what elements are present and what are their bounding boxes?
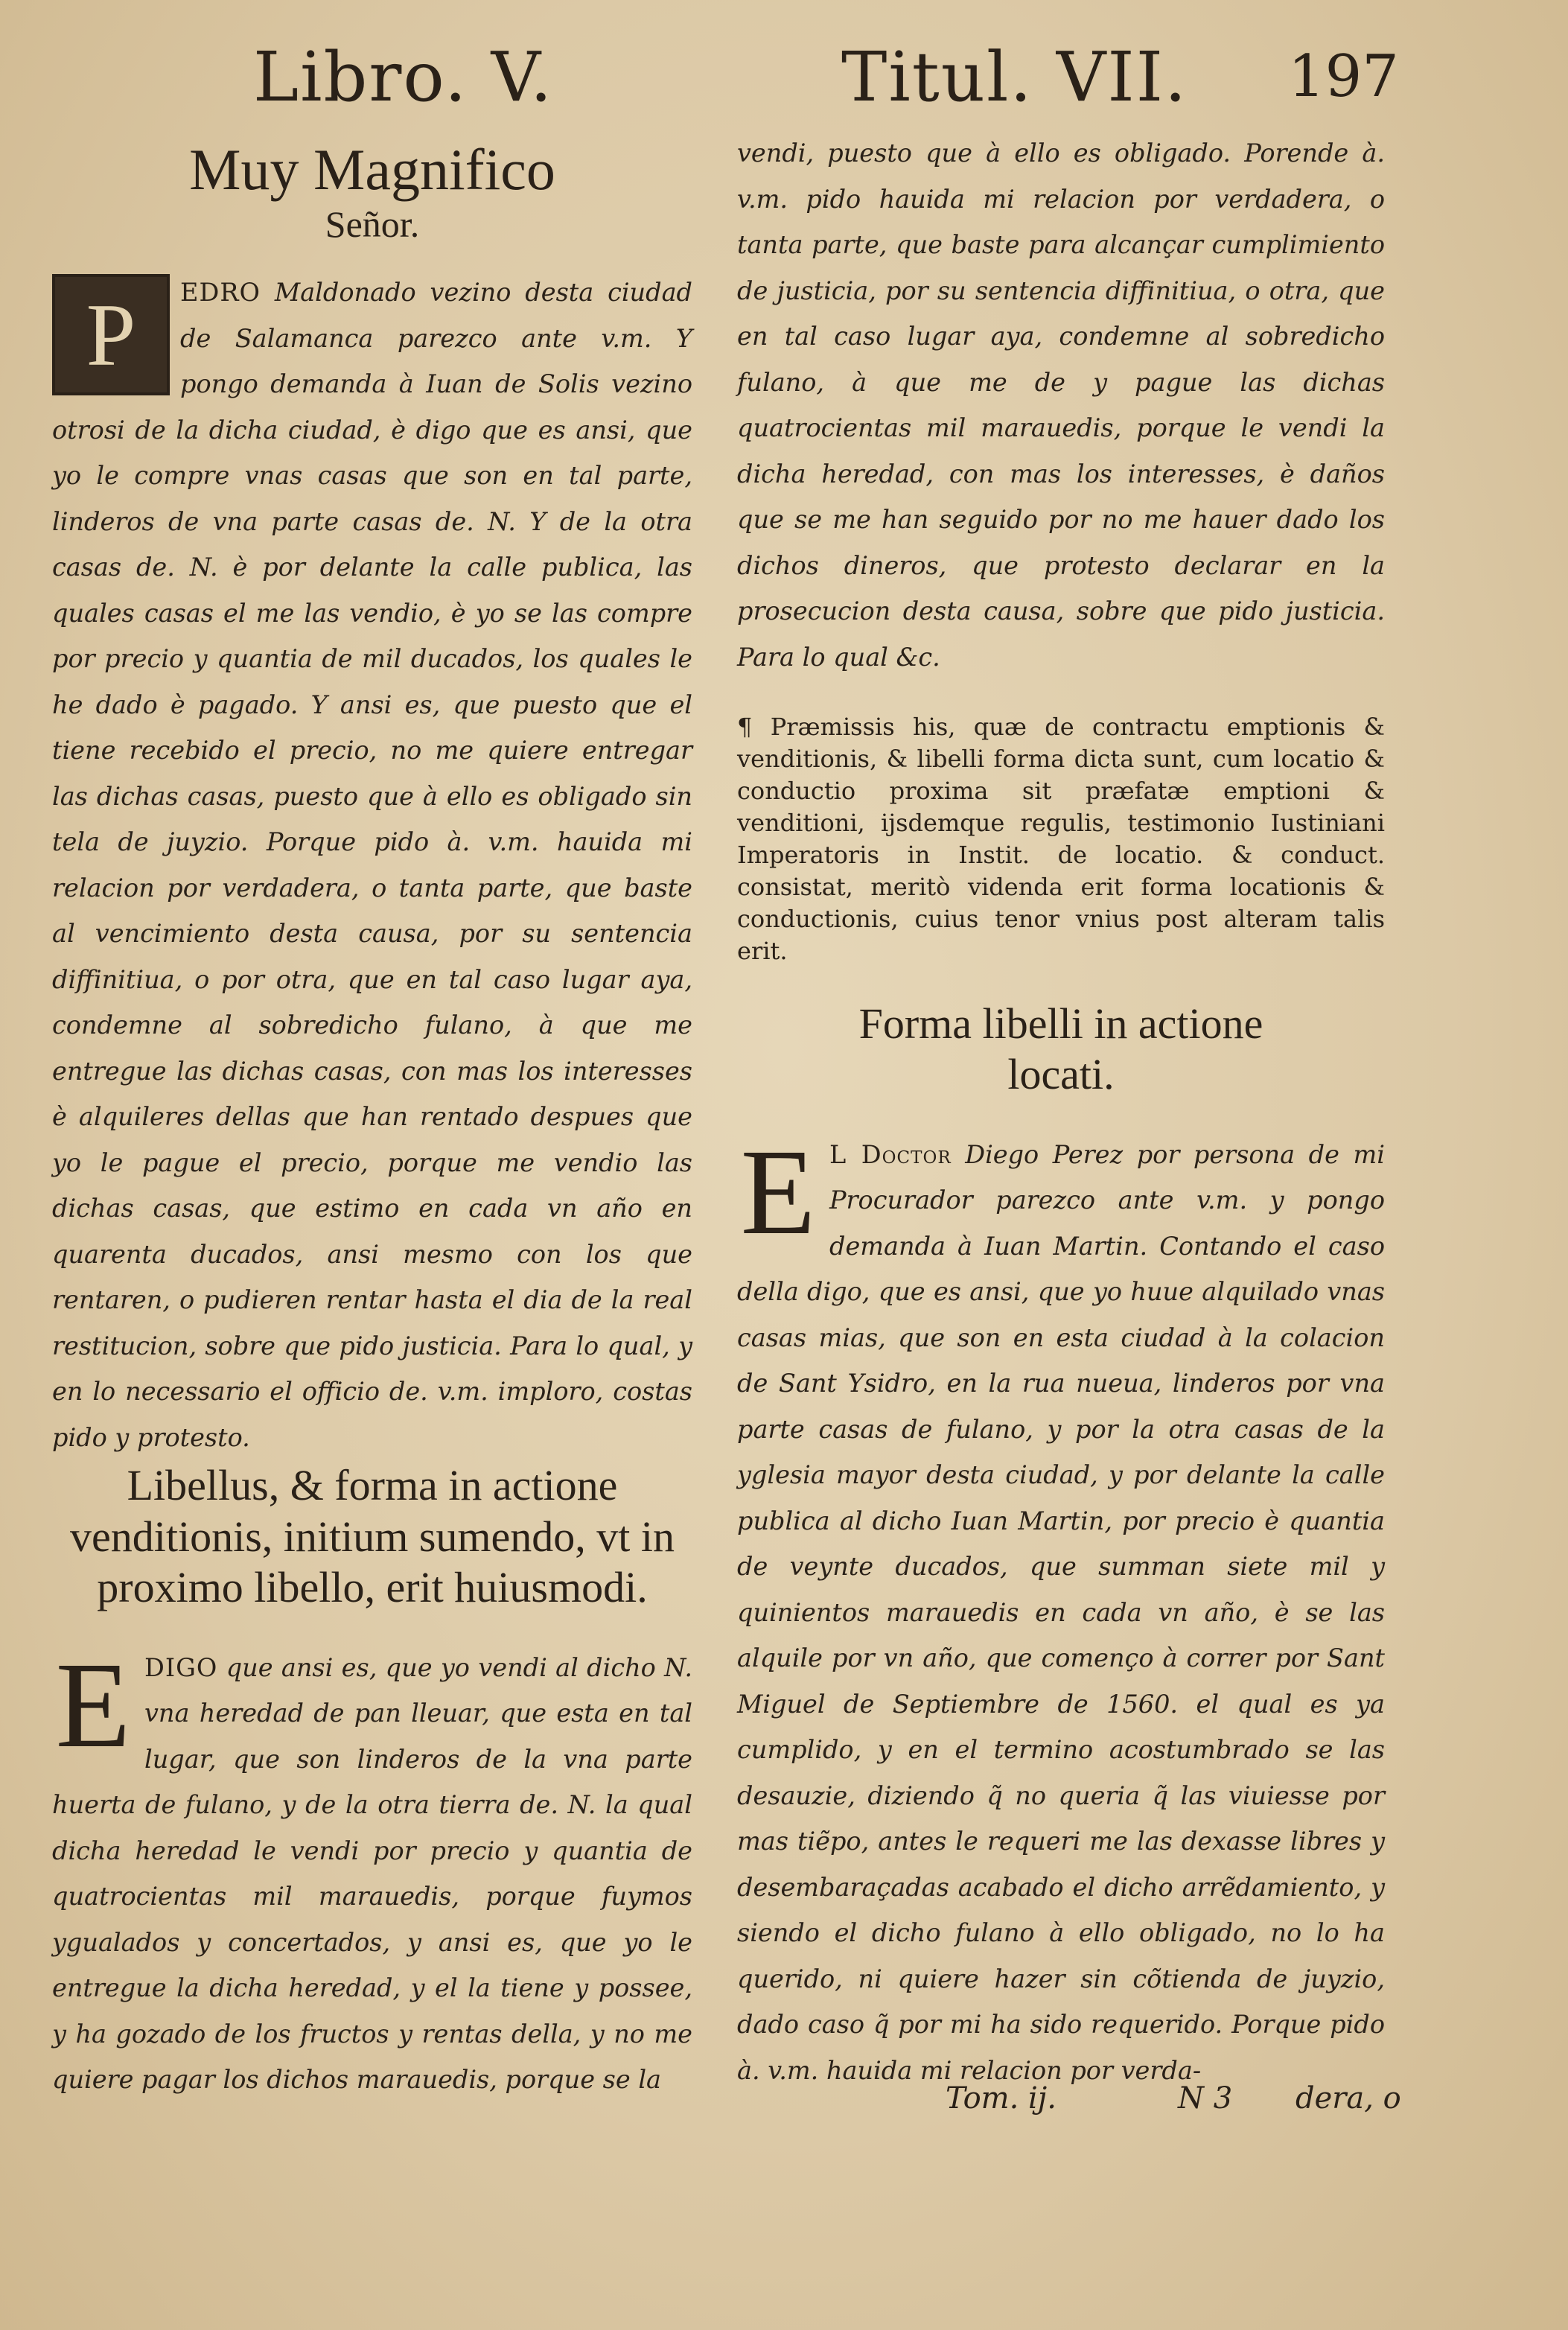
- section-heading-venditionis: Libellus, & forma in actione venditionis, initium sumendo, vt in proximo libello, erit huiusmodi.: [70, 1461, 675, 1612]
- section-heading-locati-2: locati.: [1007, 1050, 1115, 1099]
- page-number: 197: [1288, 43, 1399, 110]
- left-column: [52, 130, 692, 2186]
- address-subheading: Señor.: [325, 203, 420, 245]
- paragraph-text: vendi, puesto que à ello es obligado. Porende à. v.m. pido hauida mi relacion por verdadera, o tanta parte, que baste para alcançar cumplimiento de justicia, por su sentencia diffinitiua, o otra, que en tal caso lugar aya, condemne al sobredicho fulano, à que me de y pague las dichas quatrocientas mil marauedis, porque le vendi la dicha heredad, con mas los interesses, è daños que se me han seguido por no me hauer dado los dichos dineros, que protesto declarar en la prosecucion desta causa, sobre que pido justicia. Para lo qual &c.: [737, 139, 1385, 672]
- demand-paragraph-1: [52, 270, 692, 1460]
- demand-paragraph-2: [52, 1637, 693, 2103]
- paragraph-text: ¶ Præmissis his, quæ de contractu emptionis & venditionis, & libelli forma dicta sunt, cum locatio & conductio proxima sit præfatæ emptioni & venditioni, ijsdemque regulis, testimonio Iustiniani Imperatoris in Instit. de locatio. & conduct. consistat, meritò videnda erit forma locationis & conductionis, cuius tenor vnius post alteram talis erit.: [737, 713, 1385, 965]
- opening-word: L Doctor: [829, 1139, 952, 1169]
- right-column: [737, 130, 1385, 2186]
- demand-paragraph-4: [737, 1124, 1385, 2094]
- book-label: Libro. V.: [253, 37, 554, 117]
- drop-initial: E: [740, 1124, 816, 1261]
- latin-paragraph: [737, 711, 1385, 967]
- paragraph-text: Diego Perez por persona de mi Procurador parezco ante v.m. y pongo demanda à Iuan Martin. Contando el caso della digo, que es ansi, que yo huue alquilado vnas casas mias, que son en esta ciudad à la colacion de Sant Ysidro, en la rua nueua, linderos por vna parte casas de fulano, y por la otra casas de la yglesia mayor desta ciudad, y por delante la calle publica al dicho Iuan Martin, por precio è quantia de veynte ducados, que summan siete mil y quinientos marauedis en cada vn año, è se las alquile por vn año, que començo à correr por Sant Miguel de Septiembre de 1560. el qual es ya cumplido, y en el termino acostumbrado se las desauzie, diziendo q̃ no queria q̃ las viuiesse por mas tiẽpo, antes le requeri me las dexasse libres y desembaraçadas acabado el dicho arrẽdamiento, y siendo el dicho fulano à ello obligado, no lo ha querido, ni quiere hazer sin cõtienda de juyzio, dado caso q̃ por mi ha sido requerido. Porque pido à. v.m. hauida mi relacion por verda-: [737, 1139, 1385, 2085]
- address-heading: Muy Magnifico: [189, 137, 555, 202]
- opening-word: DIGO: [144, 1652, 218, 1682]
- paragraph-text: Maldonado vezino desta ciudad de Salamanca parezco ante v.m. Y pongo demanda à Iuan de Solis vezino otrosi de la dicha ciudad, è digo que es ansi, que yo le compre vnas casas que son en tal parte, linderos de vna parte casas de. N. Y de la otra casas de. N. è por delante la calle publica, las quales casas el me las vendio, è yo se las compre por precio y quantia de mil ducados, los quales le he dado è pagado. Y ansi es, que puesto que el tiene recebido el precio, no me quiere entregar las dichas casas, puesto que à ello es obligado sin tela de juyzio. Porque pido à. v.m. hauida mi relacion por verdadera, o tanta parte, que baste al vencimiento desta causa, por su sentencia diffinitiua, o por otra, que en tal caso lugar aya, condemne al sobredicho fulano, à que me entregue las dichas casas, con mas los interesses è alquileres dellas que han rentado despues que yo le pague el precio, porque me vendio las dichas casas, que estimo en cada vn año en quarenta ducados, ansi mesmo con los que rentaren, o pudieren rentar hasta el dia de la real restitucion, sobre que pido justicia. Para lo qual, y en lo necessario el officio de. v.m. imploro, costas pido y protesto.: [52, 278, 692, 1452]
- opening-word: EDRO: [180, 278, 261, 308]
- drop-initial: E: [55, 1637, 131, 1773]
- ornamental-initial: P: [52, 274, 170, 395]
- volume-mark: Tom. ij.: [946, 2081, 1057, 2116]
- demand-paragraph-3: [737, 130, 1385, 680]
- page-footer: [0, 2081, 1568, 2126]
- paragraph-text: que ansi es, que yo vendi al dicho N. vna heredad de pan lleuar, que esta en tal lugar, que son linderos de la vna parte huerta de fulano, y de la otra tierra de. N. la qual dicha heredad le vendi por precio y quantia de quatrocientas mil marauedis, porque fuymos ygualados y concertados, y ansi es, que yo le entregue la dicha heredad, y el la tiene y possee, y ha gozado de los fructos y rentas della, y no me quiere pagar los dichos marauedis, porque se la: [52, 1652, 693, 2094]
- running-header: [0, 30, 1568, 119]
- catchword: dera, o: [1295, 2081, 1401, 2116]
- title-label: Titul. VII.: [841, 37, 1188, 117]
- signature-mark: N 3: [1178, 2081, 1233, 2116]
- section-heading-locati: Forma libelli in actione: [858, 999, 1263, 1048]
